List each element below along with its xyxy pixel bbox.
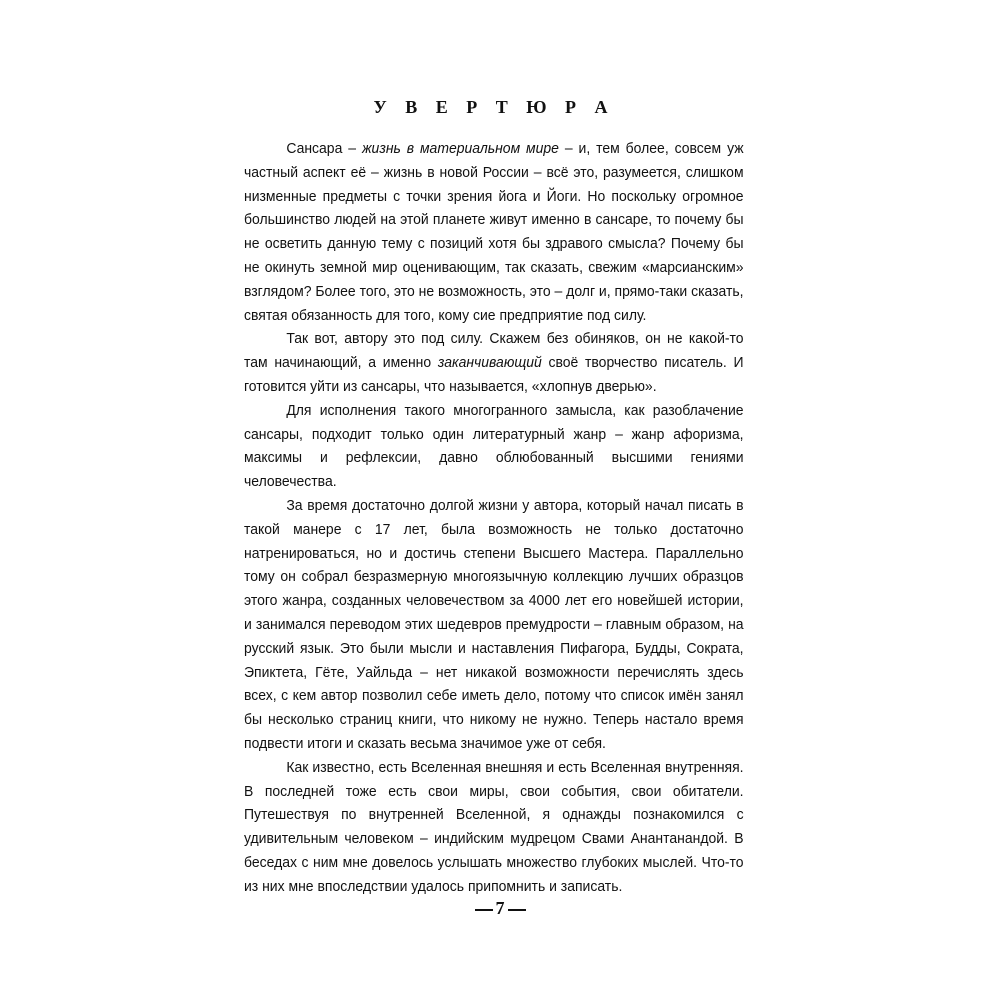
page-number: 7 bbox=[495, 898, 505, 918]
page-body bbox=[244, 94, 744, 899]
dash-left bbox=[475, 909, 493, 911]
dash-right bbox=[508, 909, 526, 911]
paragraph bbox=[244, 327, 744, 398]
page-number-footer bbox=[0, 896, 1000, 920]
text-segment: Сансара – bbox=[286, 140, 362, 157]
text-segment: Для исполнения такого многогранного замысла, как разоблачение сансары, подходит только один литературный жанр – жанр афоризма, максимы и рефлексии, давно облюбованный высшими гениями человечества. bbox=[244, 401, 744, 491]
text-segment: За время достаточно долгой жизни у автора, который начал писать в такой манере с 17 лет, была возможность не только достаточно натренироваться, но и достичь степени Высшего Мастера. Параллельно тому он собрал безразмерную многоязычную коллекцию лучших образцов этого жанра, созданных человечеством за 4000 лет его новейшей истории, и занимался переводом этих шедевров премудрости – главным образом, на русский язык. Это были мысли и наставления Пифагора, Будды, Сократа, Эпиктета, Гёте, Уайльда – нет никакой возможности перечислять здесь всех, с кем автор позволил себе иметь дело, потому что список имён занял бы несколько страниц книги, что никому не нужно. Теперь настало время подвести итоги и сказать весьма значимое уже от себя. bbox=[244, 496, 744, 752]
text-segment: Как известно, есть Вселенная внешняя и есть Вселенная внутренняя. В последней тоже есть свои миры, свои события, свои обитатели. Путешествуя по внутренней Вселенной, я однажды познакомился с удивительным человеком – индийским мудрецом Свами Анантанандой. В беседах с ним мне довелось услышать множество глубоких мыслей. Что-то из них мне впоследствии удалось припомнить и записать. bbox=[244, 758, 744, 895]
paragraph bbox=[244, 756, 744, 899]
italic-text: заканчивающий bbox=[437, 354, 542, 372]
text-segment: своё творчество писатель. И готовится уйти из сансары, что называется, «хлопнув дверью». bbox=[244, 354, 744, 395]
text-segment: – и, тем более, совсем уж частный аспект её – жизнь в новой России – всё это, разумеется, слишком низменные предметы с точки зрения йога и Йоги. Но поскольку огромное большинство людей на этой планете живут именно в сансаре, то почему бы не осветить данную тему с позиций хотя бы здравого смысла? Почему бы не окинуть земной мир оценивающим, так сказать, свежим «марсианским» взглядом? Более того, это не возможность, это – долг и, прямо-таки сказать, святая обязанность для того, кому сие предприятие под силу. bbox=[244, 140, 744, 324]
paragraph bbox=[244, 494, 744, 756]
text-segment: Так вот, автору это под силу. Скажем без обиняков, он не какой-то там начинающий, а именно bbox=[244, 330, 744, 372]
paragraph bbox=[244, 137, 744, 327]
italic-text: жизнь в материальном мире bbox=[361, 140, 559, 157]
paragraph bbox=[244, 399, 744, 494]
chapter-title: У В Е Р Т Ю Р А bbox=[373, 97, 615, 117]
body-text bbox=[244, 137, 744, 899]
